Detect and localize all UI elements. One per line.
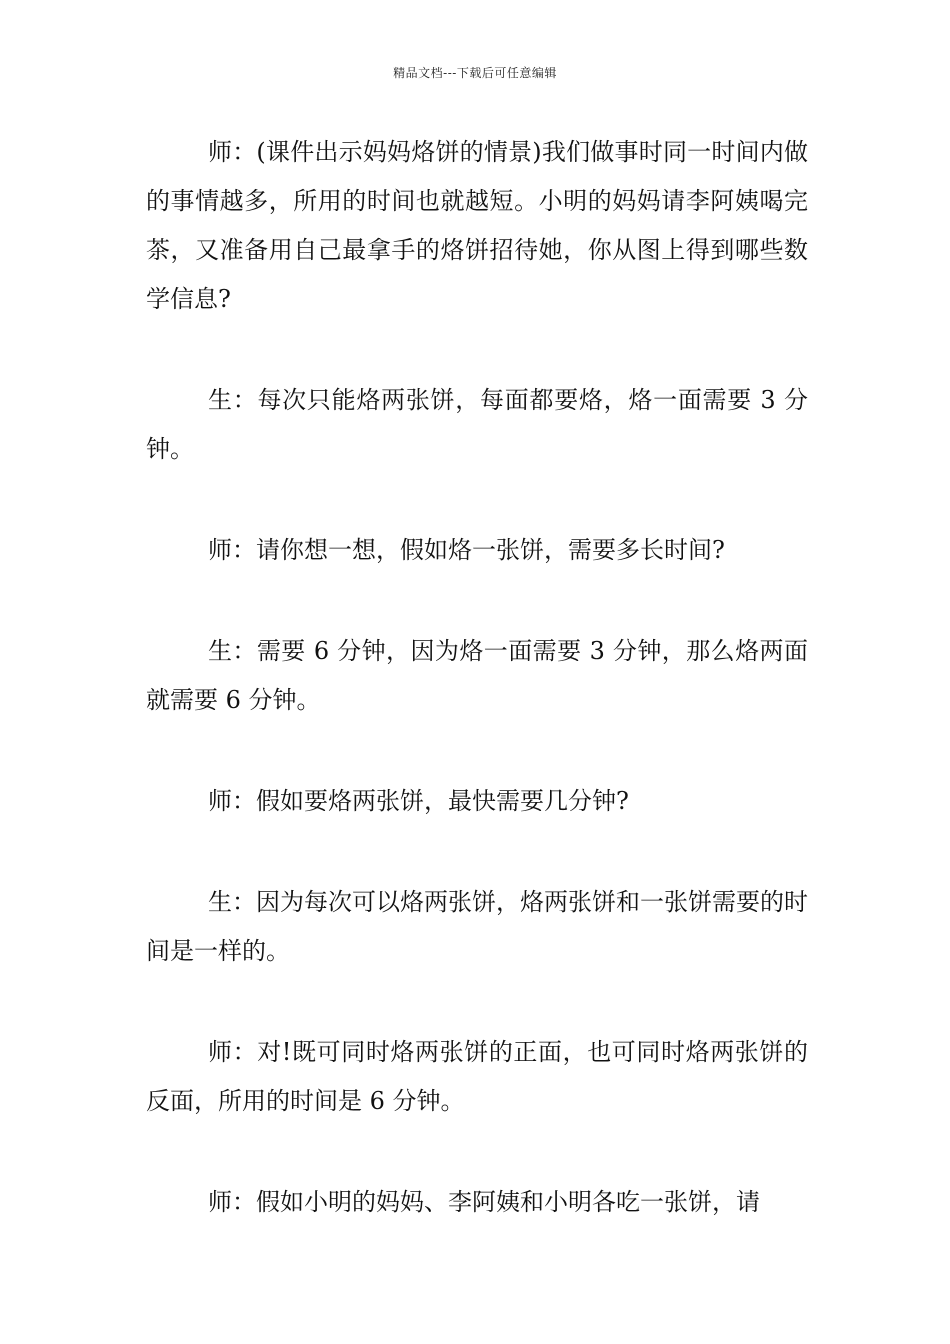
paragraph-student-same-time: 生：因为每次可以烙两张饼，烙两张饼和一张饼需要的时间是一样的。 bbox=[146, 888, 808, 965]
paragraph-teacher-three-pancakes: 师：假如小明的妈妈、李阿姨和小明各吃一张饼，请 bbox=[208, 1188, 760, 1216]
document-body bbox=[146, 128, 808, 1279]
paragraph-teacher-two-pancakes: 师：假如要烙两张饼，最快需要几分钟? bbox=[208, 787, 629, 815]
paragraph-student-six-minutes: 生：需要 6 分钟，因为烙一面需要 3 分钟，那么烙两面就需要 6 分钟。 bbox=[146, 637, 808, 714]
page-header: 精品文档---下载后可任意编辑 bbox=[393, 66, 557, 80]
paragraph-teacher-confirm: 师：对!既可同时烙两张饼的正面，也可同时烙两张饼的反面，所用的时间是 6 分钟。 bbox=[146, 1038, 808, 1115]
paragraph-student-info: 生：每次只能烙两张饼，每面都要烙，烙一面需要 3 分钟。 bbox=[146, 386, 808, 463]
paragraph-teacher-intro: 师：(课件出示妈妈烙饼的情景)我们做事时同一时间内做的事情越多，所用的时间也就越短。小明的妈妈请李阿姨喝完茶，又准备用自己最拿手的烙饼招待她，你从图上得到哪些数学信息? bbox=[146, 138, 808, 313]
paragraph-teacher-one-pancake: 师：请你想一想，假如烙一张饼，需要多长时间? bbox=[208, 536, 725, 564]
